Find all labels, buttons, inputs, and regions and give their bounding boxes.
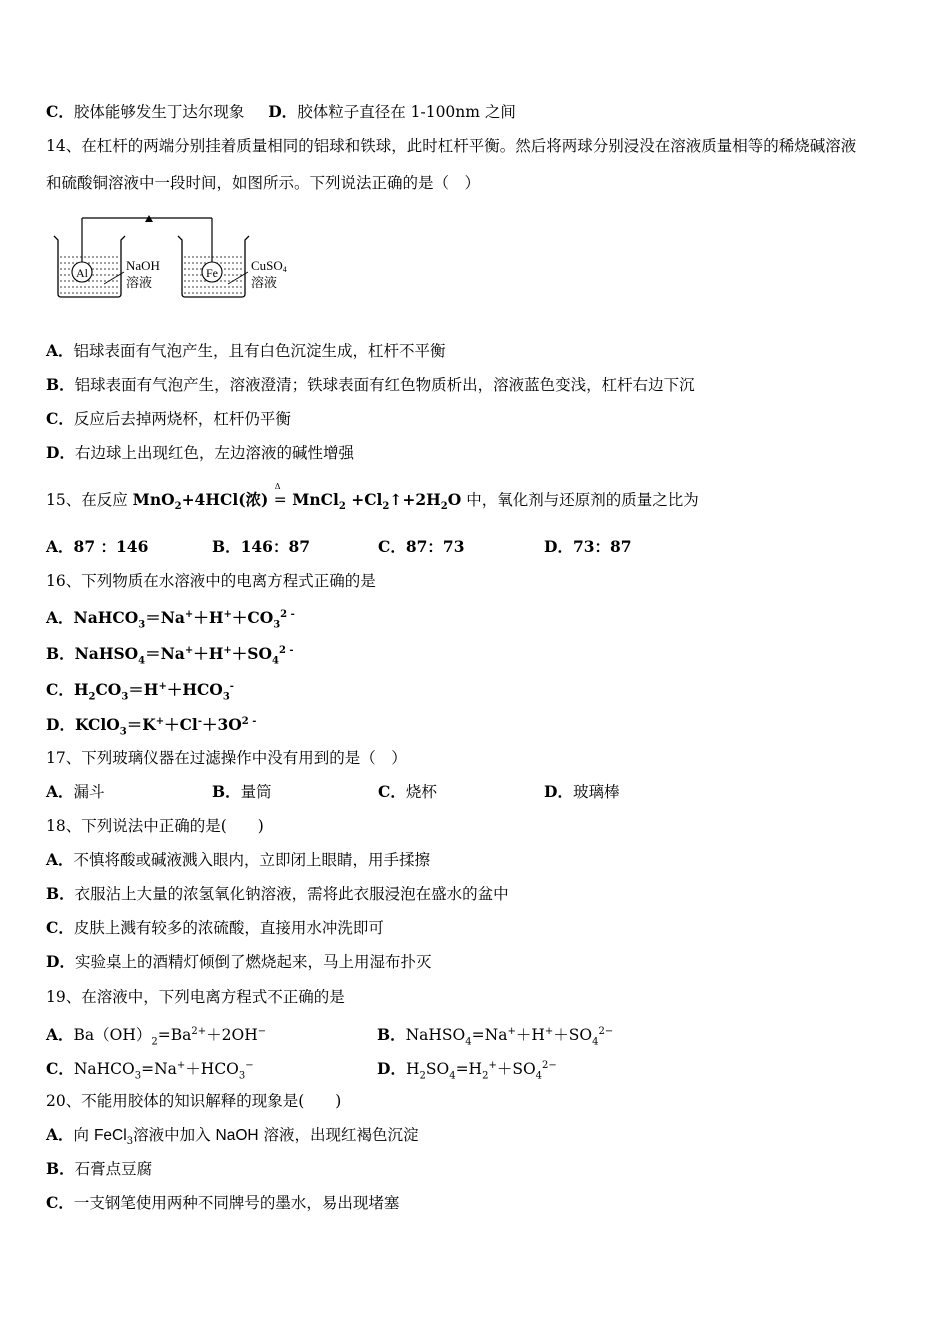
option-text: 反应后去掉两烧杯，杠杆仍平衡	[73, 410, 291, 428]
question-15-stem	[46, 482, 699, 517]
question-16-stem: 16、下列物质在水溶液中的电离方程式正确的是	[46, 572, 376, 590]
stem-suffix: 中，氧化剂与还原剂的质量之比为	[461, 491, 699, 509]
question-20-stem: 20、不能用胶体的知识解释的现象是( )	[46, 1092, 342, 1110]
q16-option-d[interactable]: D．$KClO_3=K^++Cl^-+3O^{2 -}$	[46, 715, 257, 738]
option-text: 铝球表面有气泡产生，且有白色沉淀生成，杠杆不平衡	[73, 342, 446, 360]
q19-option-d[interactable]: D．$H_2SO_4=H_2^++SO_4^{2-}$	[377, 1059, 557, 1082]
q17-options	[46, 782, 619, 802]
lever-diagram	[46, 210, 306, 302]
q14-option-c[interactable]	[46, 409, 291, 429]
option-label: A．	[46, 341, 74, 360]
q15-options	[46, 537, 632, 557]
q14-option-a[interactable]	[46, 341, 446, 361]
cuso4-label: CuSO4	[251, 258, 287, 274]
q18-option-a[interactable]: A．不慎将酸或碱液溅入眼内，立即闭上眼睛，用手揉擦	[46, 850, 431, 869]
solution-label-left: 溶液	[126, 276, 153, 291]
q15-option-a[interactable]: A．87 ：146	[46, 537, 149, 556]
q19-option-b[interactable]: B．$NaHSO_4=Na^++H^++SO_4^{2-}$	[377, 1025, 614, 1048]
option-label: D．	[46, 443, 75, 462]
q19-option-c[interactable]: C．$NaHCO_3=Na^++HCO_3^-$	[46, 1059, 254, 1082]
solution-label-right: 溶液	[251, 276, 278, 291]
option-label: C．	[46, 102, 74, 121]
option-text: 右边球上出现红色，左边溶液的碱性增强	[74, 444, 354, 462]
q14-option-b[interactable]	[46, 375, 695, 395]
lever-beaker-figure	[46, 210, 306, 306]
q20-option-a[interactable]: A．向 FeCl$_3$溶液中加入 NaOH 溶液，出现红褐色沉淀	[46, 1125, 419, 1148]
q17-option-b[interactable]: B．量筒	[212, 782, 272, 801]
fe-ball-label: Fe	[206, 266, 218, 280]
q17-option-a[interactable]: A．漏斗	[46, 782, 105, 801]
q20-option-b[interactable]: B．石膏点豆腐	[46, 1159, 153, 1178]
option-text: 铝球表面有气泡产生，溶液澄清；铁球表面有红色物质析出，溶液蓝色变浅，杠杆右边下沉	[74, 376, 695, 394]
option-text: 胶体能够发生丁达尔现象	[73, 103, 245, 121]
q17-option-d[interactable]: D．玻璃棒	[544, 782, 620, 801]
q19-options-row1	[46, 1022, 613, 1052]
question-19-stem: 19、在溶液中，下列电离方程式不正确的是	[46, 988, 345, 1006]
q16-option-a[interactable]: A．$NaHCO_3=Na^++H^++CO_3^{2 -}$	[46, 608, 295, 631]
option-label: C．	[46, 409, 74, 428]
stem-prefix: 15、在反应	[46, 491, 133, 509]
q19-option-a[interactable]: A．$Ba(OH)_2=Ba^{2+}+2OH^-$	[46, 1025, 267, 1048]
q14-option-d[interactable]	[46, 443, 354, 463]
q17-option-c[interactable]: C．烧杯	[378, 782, 437, 801]
q18-option-d[interactable]: D．实验桌上的酒精灯倾倒了燃烧起来，马上用湿布扑灭	[46, 952, 432, 971]
question-17-stem: 17、下列玻璃仪器在过滤操作中没有用到的是（ ）	[46, 749, 407, 767]
equation: MnO$_2$+4HCl(浓) Δ = MnCl$_2$ $+Cl_2↑+2H_2O$	[133, 490, 462, 509]
option-label: B．	[46, 375, 75, 394]
q18-option-b[interactable]: B．衣服沾上大量的浓氢氧化钠溶液，需将此衣服浸泡在盛水的盆中	[46, 884, 509, 903]
option-line-cd	[46, 102, 516, 122]
heat-symbol: Δ	[274, 482, 281, 491]
question-14-stem-1: 14、在杠杆的两端分别挂着质量相同的铝球和铁球，此时杠杆平衡。然后将两球分别浸没在溶液质量相等的稀烧碱溶液	[46, 137, 857, 155]
q16-option-b[interactable]: B．$NaHSO_4=Na^++H^++SO_4^{2 -}$	[46, 644, 294, 667]
option-label: D．	[268, 102, 298, 121]
q15-option-c[interactable]: C．87：73	[378, 537, 465, 556]
naoh-label: NaOH	[126, 258, 160, 273]
question-14-stem-2: 和硫酸铜溶液中一段时间，如图所示。下列说法正确的是（ ）	[46, 174, 481, 192]
al-ball-label: Al	[76, 266, 88, 280]
q20-option-c[interactable]: C．一支钢笔使用两种不同牌号的墨水，易出现堵塞	[46, 1193, 400, 1212]
q15-option-b[interactable]: B．146：87	[212, 537, 311, 556]
question-18-stem: 18、下列说法中正确的是( )	[46, 817, 264, 835]
q19-options-row2	[46, 1056, 557, 1086]
q15-option-d[interactable]: D．73：87	[544, 537, 632, 556]
q16-option-c[interactable]: C．$H_2CO_3=H^++HCO_3^-$	[46, 680, 234, 703]
option-text: 胶体粒子直径在 1-100nm 之间	[297, 103, 516, 121]
q18-option-c[interactable]: C．皮肤上溅有较多的浓硫酸，直接用水冲洗即可	[46, 918, 384, 937]
